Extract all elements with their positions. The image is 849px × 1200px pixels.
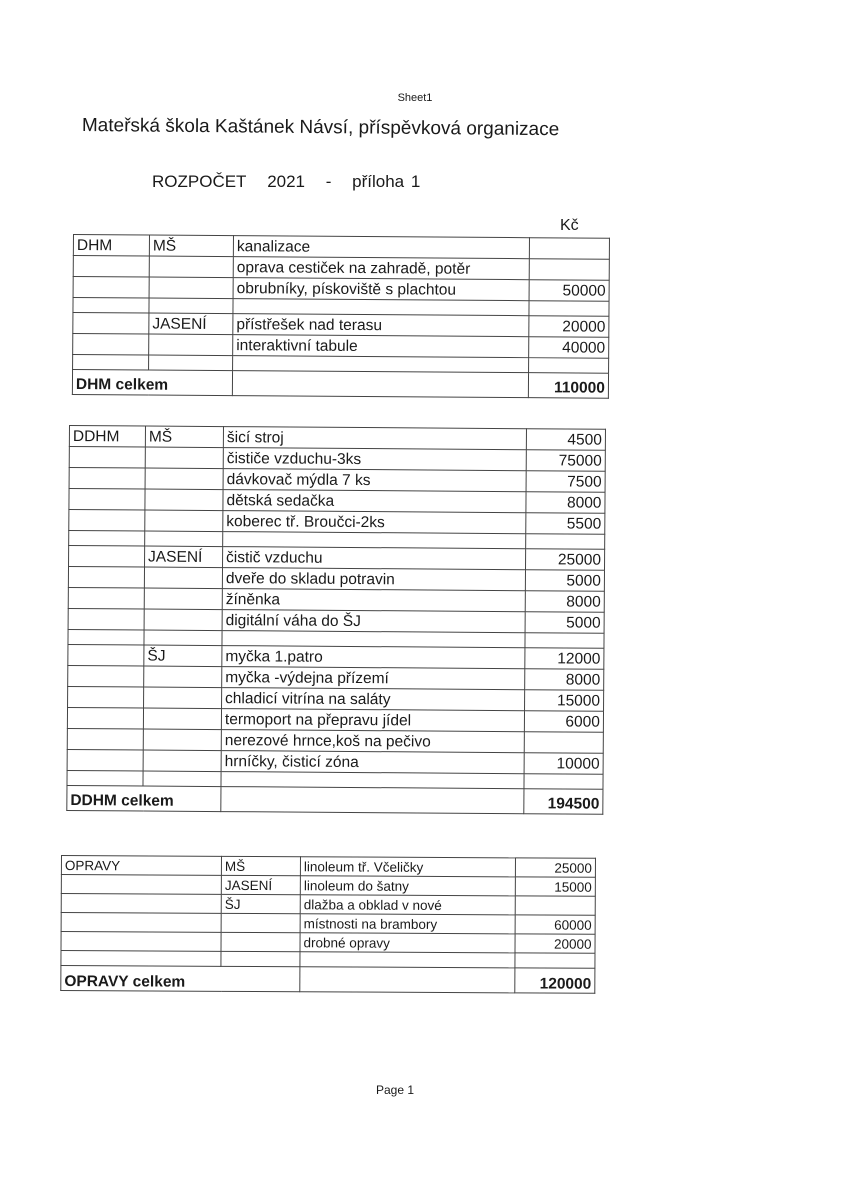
amount-cell: 5500 xyxy=(526,513,605,535)
amount-cell: 7500 xyxy=(526,471,605,493)
category-cell xyxy=(61,951,221,967)
amount-cell: 60000 xyxy=(515,915,595,934)
category-cell xyxy=(69,531,145,547)
amount-cell: 5000 xyxy=(525,570,604,592)
ddhm-row xyxy=(68,644,604,669)
amount-cell xyxy=(515,896,595,915)
item-cell: dávkovač mýdla 7 ks xyxy=(223,469,526,492)
item-cell: interaktivní tabule xyxy=(233,335,529,358)
organization-title: Mateřská škola Kaštánek Návsí, příspěvková organizace xyxy=(81,115,560,141)
item-cell: oprava cestiček na zahradě, potěr xyxy=(233,257,529,280)
empty-cell xyxy=(232,371,528,398)
dhm-table xyxy=(72,234,610,399)
category-cell xyxy=(68,608,144,630)
currency-header: Kč xyxy=(560,217,579,234)
budget-year: 2021 xyxy=(267,172,306,191)
location-cell: JASENÍ xyxy=(145,546,223,568)
category-cell xyxy=(61,932,221,952)
category-cell xyxy=(67,728,143,750)
location-cell xyxy=(221,951,300,966)
location-cell xyxy=(149,334,233,356)
category-cell xyxy=(69,546,145,568)
category-cell xyxy=(69,447,145,469)
location-cell: MŠ xyxy=(149,235,233,257)
item-cell: čistič vzduchu xyxy=(223,547,526,570)
location-cell: MŠ xyxy=(145,426,223,448)
location-cell: MŠ xyxy=(221,856,300,875)
amount-cell: 8000 xyxy=(526,492,605,514)
amount-cell: 20000 xyxy=(515,934,595,953)
item-cell: chladicí vitrína na saláty xyxy=(222,688,525,711)
location-cell xyxy=(145,447,223,469)
amount-cell xyxy=(515,953,595,968)
opravy-total-value: 120000 xyxy=(515,968,595,993)
dhm-total-label: DHM celkem xyxy=(72,370,232,396)
item-cell: hrníčky, čisticí zóna xyxy=(221,751,524,774)
item-cell: místnosti na brambory xyxy=(300,914,515,934)
amount-cell: 50000 xyxy=(529,280,609,302)
category-cell xyxy=(69,510,145,532)
dhm-total-value: 110000 xyxy=(528,373,608,399)
category-cell xyxy=(73,256,149,278)
amount-cell: 40000 xyxy=(529,337,609,359)
location-cell: ŠJ xyxy=(221,894,300,913)
category-cell: DHM xyxy=(73,235,149,257)
location-cell xyxy=(149,277,233,299)
category-cell xyxy=(61,913,221,933)
dhm-total-row xyxy=(72,370,608,399)
location-cell xyxy=(149,298,233,314)
category-cell xyxy=(68,665,144,687)
amount-cell: 5000 xyxy=(525,612,604,634)
location-cell: ŠJ xyxy=(144,645,222,667)
item-cell: šicí stroj xyxy=(223,427,526,450)
location-cell xyxy=(145,489,223,511)
amount-cell xyxy=(529,358,609,374)
amount-cell xyxy=(529,301,609,317)
amount-cell xyxy=(524,774,603,790)
dhm-row xyxy=(73,313,609,338)
amount-cell: 20000 xyxy=(529,316,609,338)
item-cell: dveře do skladu potravin xyxy=(222,568,525,591)
item-cell: kanalizace xyxy=(233,236,529,259)
amount-cell: 25000 xyxy=(526,549,605,571)
empty-cell xyxy=(221,787,524,814)
location-cell xyxy=(145,510,223,532)
item-cell: myčka -výdejna přízemí xyxy=(222,667,525,690)
ddhm-total-value: 194500 xyxy=(524,789,603,815)
item-cell: dlažba a obklad v nové xyxy=(300,895,515,915)
dhm-row xyxy=(73,235,609,260)
category-cell xyxy=(68,644,144,666)
item-cell: koberec tř. Broučci-2ks xyxy=(223,511,526,534)
location-cell xyxy=(144,630,222,646)
amount-cell: 75000 xyxy=(526,450,605,472)
location-cell: JASENÍ xyxy=(149,313,233,335)
location-cell xyxy=(149,256,233,278)
budget-title xyxy=(152,172,434,192)
category-cell xyxy=(67,770,143,786)
amount-cell: 10000 xyxy=(524,753,603,775)
opravy-total-row xyxy=(61,966,595,994)
amount-cell xyxy=(526,534,605,550)
ddhm-total-row xyxy=(67,785,603,814)
location-cell xyxy=(149,355,233,371)
category-cell: DDHM xyxy=(69,426,145,448)
item-cell: digitální váha do ŠJ xyxy=(222,610,525,633)
item-cell: termoport na přepravu jídel xyxy=(221,709,524,732)
category-cell xyxy=(68,686,144,708)
location-cell xyxy=(145,468,223,490)
category-cell xyxy=(73,277,149,299)
item-cell: žíněnka xyxy=(222,589,525,612)
item-cell: čističe vzduchu-3ks xyxy=(223,448,526,471)
category-cell xyxy=(73,313,149,335)
category-cell xyxy=(68,587,144,609)
location-cell xyxy=(144,687,222,709)
item-cell: přístřešek nad terasu xyxy=(233,314,529,337)
amount-cell: 15000 xyxy=(515,877,595,896)
location-cell xyxy=(143,729,221,751)
item-cell: linoleum tř. Včeličky xyxy=(300,857,515,877)
location-cell xyxy=(144,609,222,631)
location-cell xyxy=(144,567,222,589)
amount-cell xyxy=(529,238,609,260)
location-cell xyxy=(143,708,221,730)
item-cell xyxy=(300,952,515,968)
category-cell xyxy=(73,355,149,371)
category-cell xyxy=(73,334,149,356)
category-cell: OPRAVY xyxy=(61,856,221,876)
ddhm-table xyxy=(66,425,606,815)
category-cell xyxy=(68,629,144,645)
budget-dash: - xyxy=(325,172,332,191)
item-cell: myčka 1.patro xyxy=(222,646,525,669)
amount-cell xyxy=(529,259,609,281)
location-cell xyxy=(221,932,300,951)
ddhm-total-label: DDHM celkem xyxy=(67,785,221,811)
location-cell: JASENÍ xyxy=(221,875,300,894)
page-footer: Page 1 xyxy=(375,1083,415,1097)
item-cell: dětská sedačka xyxy=(223,490,526,513)
category-cell xyxy=(68,567,144,589)
opravy-total-label: OPRAVY celkem xyxy=(61,966,300,992)
category-cell xyxy=(73,298,149,314)
ddhm-row xyxy=(69,546,605,571)
empty-cell xyxy=(300,967,515,993)
category-cell xyxy=(67,707,143,729)
category-cell xyxy=(69,489,145,511)
location-cell xyxy=(143,750,221,772)
opravy-table xyxy=(60,855,596,994)
category-cell xyxy=(69,468,145,490)
amount-cell: 15000 xyxy=(525,690,604,712)
amount-cell: 6000 xyxy=(524,711,603,733)
budget-label: ROZPOČET xyxy=(152,172,247,191)
category-cell xyxy=(61,894,221,914)
amount-cell xyxy=(524,732,603,754)
item-cell: nerezové hrnce,koš na pečivo xyxy=(221,730,524,753)
amount-cell: 8000 xyxy=(525,591,604,613)
category-cell xyxy=(61,875,221,895)
location-cell xyxy=(143,771,221,787)
location-cell xyxy=(144,588,222,610)
item-cell: linoleum do šatny xyxy=(300,876,515,896)
location-cell xyxy=(144,666,222,688)
location-cell xyxy=(221,913,300,932)
sheet-name: Sheet1 xyxy=(397,92,433,104)
budget-annex: příloha 1 xyxy=(352,172,421,191)
amount-cell: 4500 xyxy=(526,429,605,451)
category-cell xyxy=(67,749,143,771)
amount-cell: 25000 xyxy=(515,858,595,877)
ddhm-row xyxy=(69,426,605,451)
amount-cell: 8000 xyxy=(525,669,604,691)
amount-cell xyxy=(525,633,604,649)
item-cell: drobné opravy xyxy=(300,933,515,953)
amount-cell: 12000 xyxy=(525,648,604,670)
item-cell: obrubníky, pískoviště s plachtou xyxy=(233,278,529,301)
location-cell xyxy=(145,531,223,547)
